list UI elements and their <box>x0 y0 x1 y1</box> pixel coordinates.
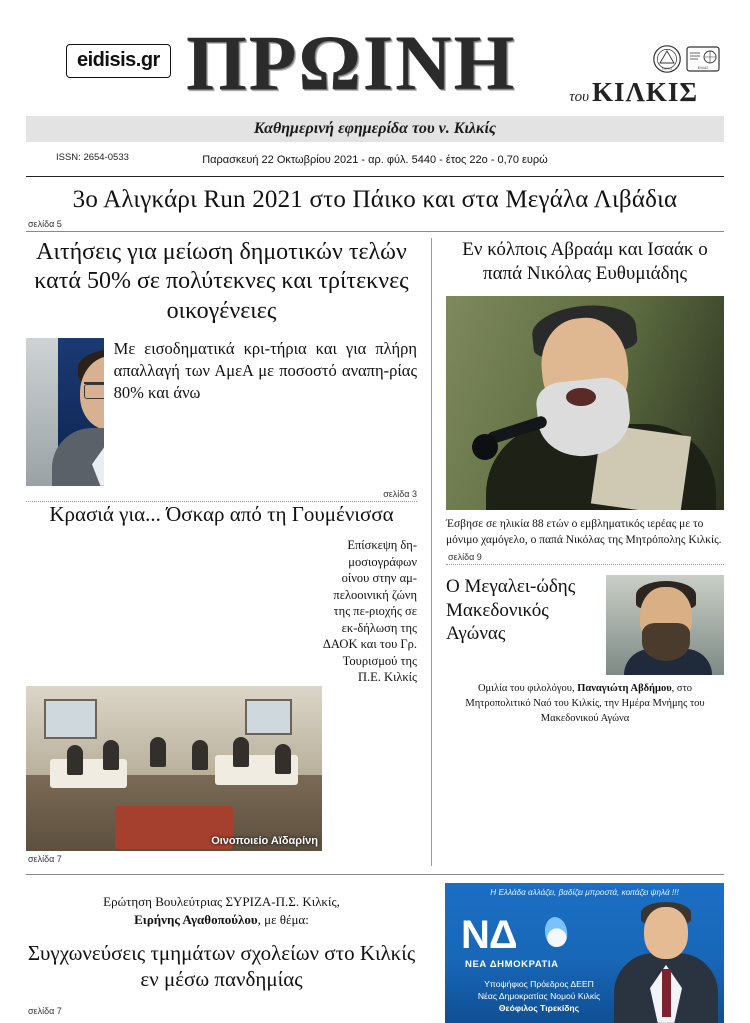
story-schools-line2 <box>26 911 417 929</box>
ad-sublines <box>455 978 623 1015</box>
divider-bottom <box>26 874 724 875</box>
content-columns <box>26 238 724 866</box>
story-wine-headline[interactable]: Κρασιά για... Όσκαρ από τη Γουμένισσα <box>49 501 394 526</box>
political-ad-banner[interactable] <box>445 883 724 1023</box>
story-schools-headline[interactable]: Συγχωνεύσεις τμημάτων σχολείων στο Κιλκίς εν μέσω πανδημίας <box>27 941 416 991</box>
newspaper-title-sub-big: ΚΙΛΚΙΣ <box>591 77 698 107</box>
story-priest-headline[interactable]: Εν κόλποις Αβραάμ και Ισαάκ ο παπά Νικόλας Ευθυμιάδης <box>462 239 708 284</box>
story-macedonian[interactable] <box>446 575 724 727</box>
story-wine-wrap-text: Επίσκεψη δη-μοσιογράφων οίνου στην αμ-πελοοινική ζώνη της πε-ριοχής σε εκ-δήλωση της ΔΑΟΚ και του Γρ. Τουρισμού της Π.Ε. Κιλκίς <box>322 538 417 685</box>
issn-text: ISSN: 2654-0533 <box>56 152 129 163</box>
ad-candidate-name: Θεόφιλος Τιρεκίδης <box>498 1003 580 1014</box>
site-logo-badge[interactable]: eidisis.gr <box>66 44 171 78</box>
hellas-press-icon <box>686 44 720 74</box>
tagline-bar <box>26 116 724 142</box>
advertisement[interactable] <box>431 883 724 1023</box>
macedonian-caption-name: Παναγιώτη Αβδήμου <box>577 682 672 694</box>
ad-sub2: Νέας Δημοκρατίας Νομού Κιλκίς <box>477 991 601 1001</box>
candidate-photo <box>610 899 720 1023</box>
story-priest-caption: Έσβησε σε ηλικία 88 ετών ο εμβληματικός ιερέας με το μόνιμο χαμόγελο, ο παπά Νικόλας της Μητρόπολης Κιλκίς. <box>446 517 722 547</box>
story-schools-mp-name: Ειρήνης Αγαθοπούλου <box>134 912 258 928</box>
story-main[interactable] <box>26 238 417 501</box>
divider-right-1 <box>446 564 724 565</box>
story-macedonian-headline[interactable]: Ο Μεγαλει-ώδης Μακεδονικός Αγώνας <box>446 575 576 645</box>
newspaper-title-main: ΠΡΩΙΝΗ <box>186 19 517 106</box>
story-schools-page-ref: σελίδα 7 <box>28 1005 62 1016</box>
svg-text:ΠΕΙΘΩ: ΠΕΙΘΩ <box>662 66 672 71</box>
story-main-body <box>26 338 417 486</box>
story-schools-line1: Ερώτηση Βουλεύτριας ΣΥΡΙΖΑ-Π.Σ. Κιλκίς, <box>103 893 340 909</box>
right-column <box>431 238 724 866</box>
svg-text:ΕΛΛΑΣ: ΕΛΛΑΣ <box>697 66 709 70</box>
press-emblems <box>648 40 720 78</box>
bottom-section <box>26 883 724 1023</box>
divider-lead <box>26 231 724 232</box>
masthead <box>26 18 724 114</box>
ad-topline: Η Ελλάδα αλλάζει, βαδίζει μπροστά, κοιτάζει ψηλά !!! <box>490 887 679 897</box>
portrait-official-photo <box>26 338 104 486</box>
lead-story[interactable] <box>26 177 724 216</box>
press-association-icon <box>652 44 682 74</box>
wine-tasting-room-photo <box>26 686 322 851</box>
story-priest[interactable] <box>446 238 724 564</box>
issue-date-line: Παρασκευή 22 Οκτωβρίου 2021 - αρ. φύλ. 5440 - έτος 22ο - 0,70 ευρώ <box>202 154 548 166</box>
lead-page-ref: σελίδα 5 <box>28 219 62 229</box>
ad-party-name: ΝΕΑ ΔΗΜΟΚΡΑΤΙΑ <box>465 958 559 970</box>
ad-sub1: Υποψήφιος Πρόεδρος ΔΕΕΠ <box>484 978 594 989</box>
wine-photo-caption: Οινοποιείο Αϊδαρίνη <box>211 834 318 847</box>
macedonian-caption-before: Ομιλία του φιλολόγου, <box>477 682 578 694</box>
story-wine-page-ref: σελίδα 7 <box>28 853 62 864</box>
priest-with-microphone-photo <box>446 296 724 510</box>
story-main-page-ref: σελίδα 3 <box>383 488 417 499</box>
left-column <box>26 238 431 866</box>
story-wine-body <box>26 537 417 851</box>
tagline-text: Καθημερινή εφημερίδα του ν. Κιλκίς <box>253 120 497 137</box>
story-schools-line2-rest: , με θέμα: <box>257 912 309 928</box>
story-main-kicker: Με εισοδηματικά κρι-τήρια και για πλήρη απαλλαγή των ΑμεΑ με ποσοστό αναπη-ρίας 80% και άνω <box>113 338 417 403</box>
story-priest-page-ref: σελίδα 9 <box>448 551 482 562</box>
lead-headline[interactable]: 3ο Αλιγκάρι Run 2021 στο Πάικο και στα Μεγάλα Λιβάδια <box>72 186 678 213</box>
story-wine[interactable] <box>26 502 417 866</box>
newspaper-title-sub-small: του <box>569 89 589 105</box>
speaker-portrait-photo <box>606 575 724 675</box>
flame-icon <box>543 916 569 949</box>
story-schools[interactable] <box>26 883 431 1023</box>
story-main-headline[interactable]: Αιτήσεις για μείωση δημοτικών τελών κατά 50% σε πολύτεκνες και τρίτεκνες οικογένειες <box>34 239 409 324</box>
newspaper-title-sub <box>569 77 698 108</box>
story-macedonian-caption <box>446 675 724 727</box>
macedonian-caption-after: , στο Μητροπολιτικό Ναό του Κιλκίς, την Ημέρα Μνήμης του Μακεδονικού Αγώνα <box>465 682 705 725</box>
ad-party-logo: ΝΔ <box>461 912 517 957</box>
issue-info-row <box>26 142 724 176</box>
